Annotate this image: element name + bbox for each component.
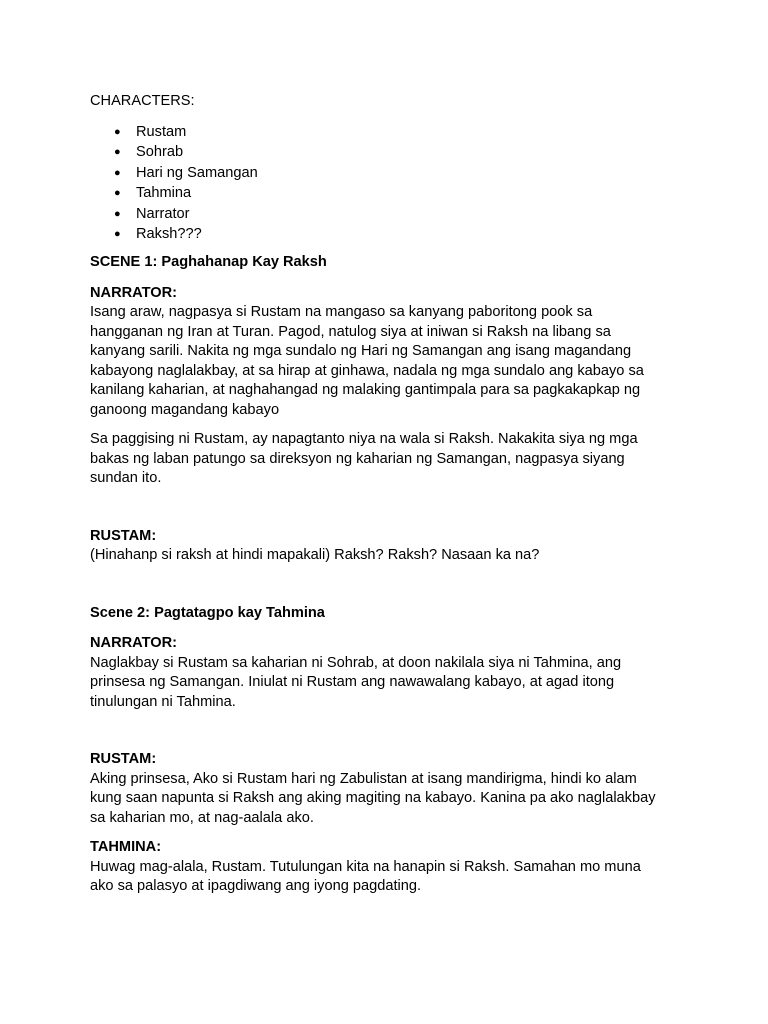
text-line: kanilang kaharian, at naghahangad ng malaking gantimpala para sa pagkakapkap ng [90,382,641,399]
text-line: tinulungan ni Tahmina. [90,693,236,710]
bullet-icon: ● [114,166,121,179]
text-line: bakas ng laban patungo sa direksyon ng kaharian ng Samangan, nagpasya siyang [90,450,625,467]
list-item [90,142,690,163]
dialogue-line: sa kaharian mo, at nag-aalala ako. [90,809,314,826]
character-name: Tahmina [136,185,192,202]
list-item [90,122,690,143]
bullet-icon: ● [114,207,121,220]
bullet-icon: ● [114,228,121,241]
dialogue-line: Huwag mag-alala, Rustam. Tutulungan kita na hanapin si Raksh. Samahan mo muna [90,858,641,875]
rustam-label: RUSTAM: [90,751,157,768]
character-name: Hari ng Samangan [136,164,258,181]
text-line: sundan ito. [90,470,162,487]
dialogue-line: Aking prinsesa, Ako si Rustam hari ng Zabulistan at isang mandirigma, hindi ko alam [90,770,637,787]
character-name: Rustam [136,123,187,140]
text-line: prinsesa ng Samangan. Iniulat ni Rustam ang nawawalang kabayo, at agad itong [90,674,615,691]
text-line: Sa paggising ni Rustam, ay napagtanto niya na wala si Raksh. Nakakita siya ng mga [90,431,638,448]
list-item [90,224,690,245]
narration-paragraph [90,430,690,489]
list-item [90,204,690,225]
list-item [90,183,690,204]
narration-paragraph [90,654,690,713]
text-line: kabayong naglalakbay, at sa hirap at ginhawa, nadala ng mga sundalo ang kabayo sa [90,362,644,379]
character-name: Raksh??? [136,226,202,243]
text-line: kanyang sarili. Nakita ng mga sundalo ng Hari ng Samangan ang isang magandang [90,343,632,360]
character-name: Sohrab [136,144,184,161]
tahmina-label: TAHMINA: [90,839,162,856]
document-page [90,92,690,897]
dialogue-paragraph [90,770,690,829]
text-line: ganoong magandang kabayo [90,401,280,418]
dialogue-line: (Hinahanp si raksh at hindi mapakali) Raksh? Raksh? Nasaan ka na? [90,547,540,564]
narrator-label: NARRATOR: [90,284,178,301]
characters-heading: CHARACTERS: [90,93,195,109]
text-line: Isang araw, nagpasya si Rustam na mangaso sa kanyang paboritong pook sa [90,304,593,321]
list-item [90,163,690,184]
scene-2-heading: Scene 2: Pagtatagpo kay Tahmina [90,604,325,621]
bullet-icon: ● [114,125,121,138]
rustam-label: RUSTAM: [90,527,157,544]
scene-1-heading: SCENE 1: Paghahanap Kay Raksh [90,254,327,271]
text-line: Naglakbay si Rustam sa kaharian ni Sohrab, at doon nakilala siya ni Tahmina, ang [90,654,622,671]
narrator-label: NARRATOR: [90,635,178,652]
narration-paragraph [90,303,690,420]
dialogue-line: kung saan napunta si Raksh ang aking magiting na kabayo. Kanina pa ako naglalakbay [90,790,656,807]
bullet-icon: ● [114,187,121,200]
text-line: hangganan ng Iran at Turan. Pagod, natulog siya at iniwan si Raksh na libang sa [90,323,611,340]
dialogue-line: ako sa palasyo at ipagdiwang ang iyong pagdating. [90,878,422,895]
bullet-icon: ● [114,146,121,159]
character-list [90,122,690,246]
character-name: Narrator [136,205,190,222]
dialogue-paragraph [90,858,690,897]
